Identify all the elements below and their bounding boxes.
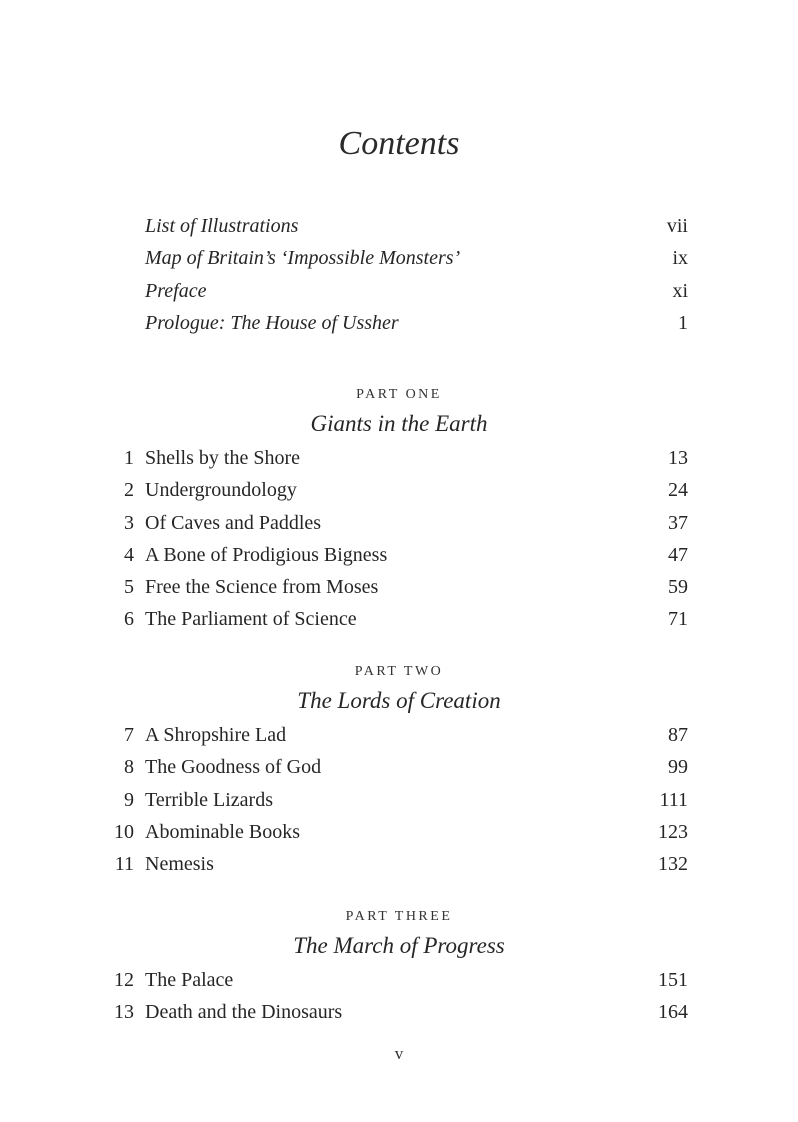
chapter-title: The Goodness of God — [145, 756, 322, 778]
part-title: The Lords of Creation — [297, 688, 501, 713]
chapter-number: 9 — [124, 789, 134, 811]
chapter-number: 7 — [124, 724, 134, 746]
chapter-number: 5 — [124, 576, 134, 598]
chapter-entry — [100, 967, 688, 993]
front-matter-entry — [145, 310, 688, 336]
chapter-entry — [100, 445, 688, 471]
chapter-title: Undergroundology — [145, 479, 297, 501]
entry-page-number: xi — [672, 280, 688, 302]
chapter-entry — [100, 606, 688, 632]
chapter-page-number: 132 — [658, 853, 688, 875]
part-label: PART THREE — [345, 909, 453, 924]
chapter-title: Nemesis — [145, 853, 214, 875]
chapter-entry — [100, 574, 688, 600]
entry-title: Map of Britain’s ‘Impossible Monsters’ — [145, 247, 461, 269]
chapter-number: 3 — [124, 512, 134, 534]
chapter-title: Abominable Books — [145, 821, 300, 843]
chapter-entry — [100, 542, 688, 568]
page-title: Contents — [338, 125, 460, 162]
chapter-number: 4 — [124, 544, 134, 566]
chapter-number: 2 — [124, 479, 134, 501]
chapter-entry — [100, 477, 688, 503]
chapter-page-number: 123 — [658, 821, 688, 843]
front-matter-entry — [145, 245, 688, 271]
chapter-title: Terrible Lizards — [145, 789, 273, 811]
entry-title: Preface — [145, 280, 207, 302]
front-matter-entry — [145, 213, 688, 239]
chapter-number: 6 — [124, 608, 134, 630]
chapter-title: The Parliament of Science — [145, 608, 357, 630]
entry-page-number: ix — [672, 247, 688, 269]
part-label: PART ONE — [356, 387, 442, 402]
front-matter-entry — [145, 278, 688, 304]
chapter-page-number: 151 — [658, 969, 688, 991]
chapter-entry — [100, 999, 688, 1025]
chapter-entry — [100, 851, 688, 877]
chapter-title: Death and the Dinosaurs — [145, 1001, 343, 1023]
chapter-title: Shells by the Shore — [145, 447, 300, 469]
chapter-title: Of Caves and Paddles — [145, 512, 322, 534]
chapter-page-number: 111 — [659, 789, 688, 811]
chapter-entry — [100, 819, 688, 845]
part-title: The March of Progress — [293, 933, 505, 958]
chapter-title: The Palace — [145, 969, 234, 991]
chapter-entry — [100, 754, 688, 780]
page-folio: v — [394, 1044, 404, 1063]
chapter-title: Free the Science from Moses — [145, 576, 379, 598]
chapter-entry — [100, 787, 688, 813]
chapter-title: A Shropshire Lad — [145, 724, 287, 746]
chapter-entry — [100, 722, 688, 748]
chapter-page-number: 13 — [668, 447, 688, 469]
chapter-page-number: 59 — [668, 576, 688, 598]
entry-page-number: vii — [666, 215, 688, 237]
chapter-page-number: 71 — [668, 608, 688, 630]
part-label: PART TWO — [354, 664, 444, 679]
chapter-title: A Bone of Prodigious Bigness — [145, 544, 388, 566]
chapter-number: 10 — [114, 821, 134, 843]
chapter-number: 8 — [124, 756, 134, 778]
chapter-number: 1 — [124, 447, 134, 469]
entry-title: Prologue: The House of Ussher — [145, 312, 399, 334]
chapter-number: 11 — [114, 853, 134, 875]
entry-page-number: 1 — [678, 312, 688, 334]
chapter-entry — [100, 510, 688, 536]
chapter-page-number: 164 — [658, 1001, 688, 1023]
chapter-number: 12 — [114, 969, 134, 991]
chapter-page-number: 24 — [668, 479, 688, 501]
entry-title: List of Illustrations — [145, 215, 299, 237]
chapter-number: 13 — [114, 1001, 134, 1023]
part-title: Giants in the Earth — [310, 411, 488, 436]
chapter-page-number: 99 — [668, 756, 688, 778]
chapter-page-number: 87 — [668, 724, 688, 746]
chapter-page-number: 37 — [668, 512, 688, 534]
chapter-page-number: 47 — [668, 544, 688, 566]
